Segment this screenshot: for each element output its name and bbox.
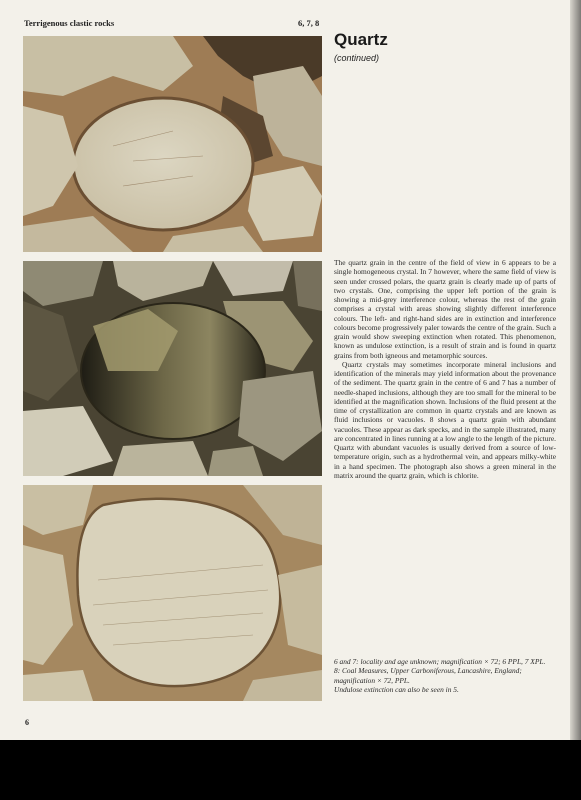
running-header-section: Terrigenous clastic rocks	[24, 18, 115, 28]
running-header-figures: 6, 7, 8	[298, 18, 320, 28]
body-paragraph-2: Quartz crystals may sometimes incorporate mineral inclusions and identification of the minerals may yield information about the provenance of the sediment. The quartz grain in the centre of 6 and 7 has a number of needle-shaped inclusions, although they are too small for the mineral to be identified at the magnification shown. Inclusions of the fluid present at the time of crystallization are common in quartz crystals and are known as fluid inclusions or vacuoles. 8 shows a quartz grain with abundant vacuoles. These appear as dark specks, and in the sample illustrated, many are concentrated in lines running at a low angle to the length of the picture. Quartz with abundant vacuoles is usually derived from a source of low-temperature origin, such as a hydrothermal vein, and appears milky-white in a hand specimen. The photograph also shows a green mineral in the matrix around the quartz grain, which is chlorite.	[334, 359, 556, 480]
page-title: Quartz	[334, 30, 388, 49]
caption-line-note: Undulose extinction can also be seen in 5.	[334, 684, 459, 694]
page-number: 6	[25, 718, 29, 727]
body-text	[334, 258, 556, 480]
page-edge-shadow	[570, 0, 581, 740]
photomicrograph-6-ppl	[23, 36, 322, 252]
photomicrograph-7-xpl	[23, 261, 322, 476]
caption-line-6-7: 6 and 7: locality and age unknown; magnification × 72; 6 PPL, 7 XPL.	[334, 657, 546, 666]
page-subtitle: (continued)	[334, 53, 380, 63]
body-paragraph-1: The quartz grain in the centre of the field of view in 6 appears to be a single homogeneous crystal. In 7 however, where the same field of view is seen under crossed polars, the quartz grain is clearly made up of parts of two crystals. One, comprising the upper left portion of the grain is showing a mid-grey interference colour, whereas the rest of the grain comprises a crystal with areas showing slightly different interference colours. The left- and right-hand sides are in extinction and interference colours become progressively paler towards the centre of the grain. Such a grain would show sweeping extinction when rotated. This phenomenon, known as undulose extinction, is a result of strain and is found in quartz grains from both igneous and metamorphic sources.	[334, 258, 556, 360]
caption-line-8: 8: Coal Measures, Upper Carboniferous, Lancashire, England; magnification × 72, PPL.	[334, 666, 522, 685]
photomicrograph-8-ppl	[23, 485, 322, 701]
figure-caption	[334, 657, 556, 694]
